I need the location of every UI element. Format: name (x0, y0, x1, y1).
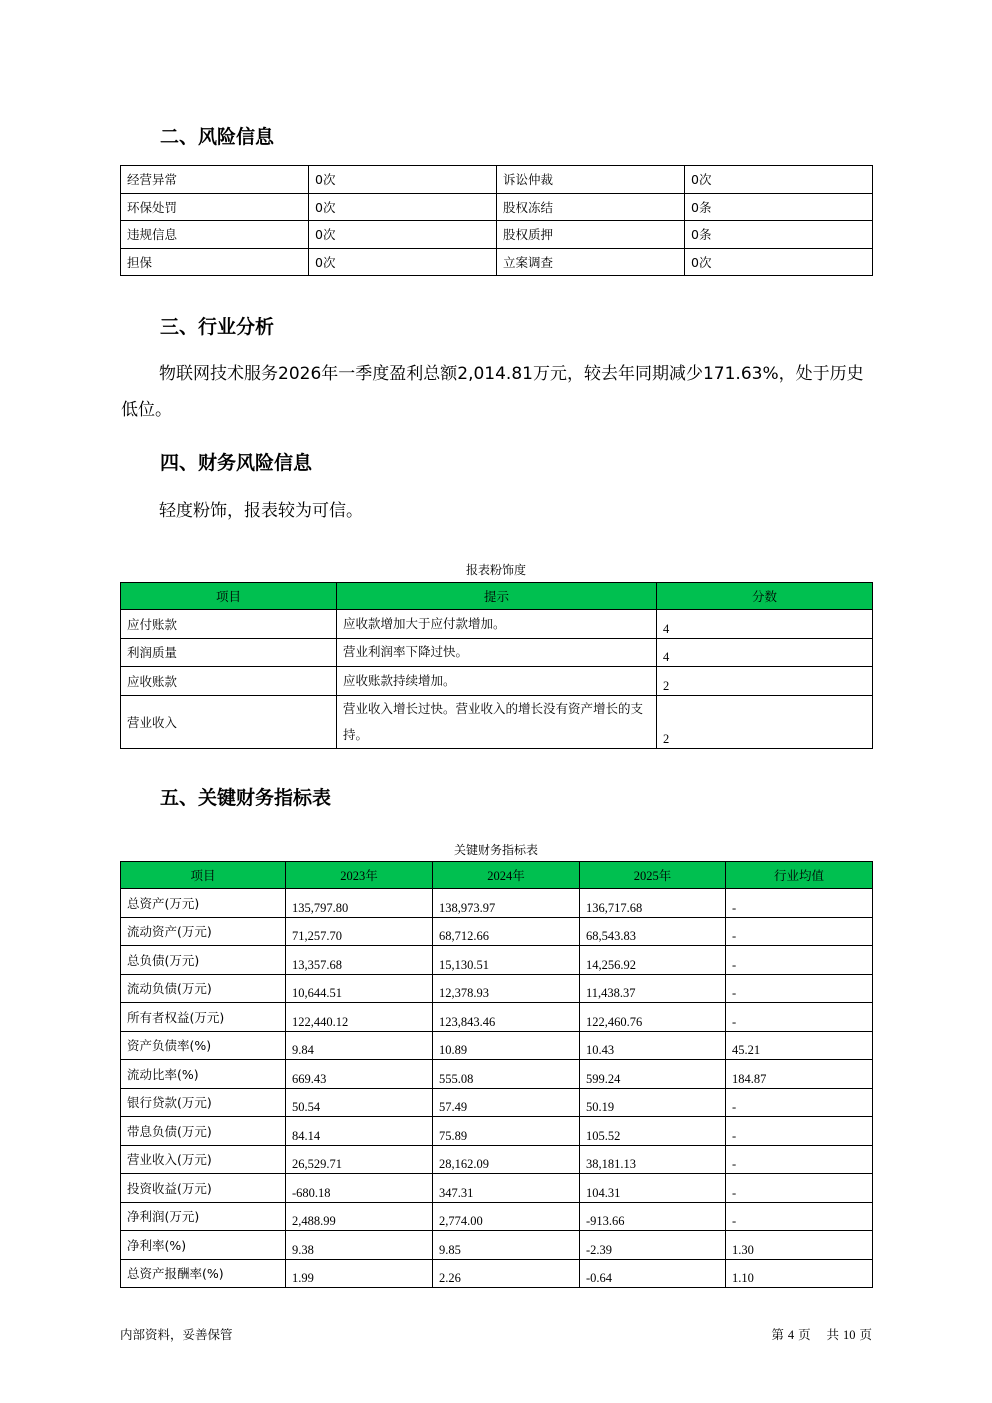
table-row (121, 1231, 873, 1260)
indicator-value-cell: 38,181.13 (580, 1145, 726, 1174)
indicator-value-cell: 136,717.68 (580, 889, 726, 918)
indicator-label-cell: 总资产报酬率(%) (121, 1259, 286, 1288)
indicator-label-cell: 净利润(万元) (121, 1202, 286, 1231)
column-header: 提示 (337, 583, 657, 610)
indicator-value-cell: 2.26 (433, 1259, 580, 1288)
section-title-risk: 二、风险信息 (160, 126, 275, 148)
risk-value-cell: 0次 (685, 166, 873, 194)
indicator-value-cell: 75.89 (433, 1117, 580, 1146)
indicator-value-cell: 669.43 (286, 1060, 433, 1089)
indicator-value-cell: -0.64 (580, 1259, 726, 1288)
risk-value-cell: 0次 (309, 221, 497, 249)
table-row (121, 1088, 873, 1117)
score-cell: 2 (657, 667, 873, 696)
table-row (121, 193, 873, 221)
indicator-label-cell: 流动资产(万元) (121, 917, 286, 946)
table-row (121, 974, 873, 1003)
indicator-value-cell: 1.30 (726, 1231, 873, 1260)
indicator-value-cell: 10,644.51 (286, 974, 433, 1003)
table-row (121, 1117, 873, 1146)
table-row (121, 248, 873, 276)
indicator-value-cell: 1.99 (286, 1259, 433, 1288)
footer-page-number: 第 4 页 共 10 页 (771, 1327, 872, 1342)
risk-value-cell: 0条 (685, 193, 873, 221)
indicator-value-cell: 12,378.93 (433, 974, 580, 1003)
indicator-value-cell: - (726, 1117, 873, 1146)
key-financials-table-caption: 关键财务指标表 (453, 843, 538, 857)
indicator-label-cell: 投资收益(万元) (121, 1174, 286, 1203)
section-title-industry: 三、行业分析 (160, 316, 275, 338)
indicator-value-cell: 57.49 (433, 1088, 580, 1117)
table-row (121, 1259, 873, 1288)
table-row (121, 889, 873, 918)
indicator-value-cell: - (726, 1088, 873, 1117)
indicator-value-cell: 10.43 (580, 1031, 726, 1060)
indicator-label-cell: 总资产(万元) (121, 889, 286, 918)
indicator-value-cell: 347.31 (433, 1174, 580, 1203)
item-cell: 利润质量 (121, 638, 337, 667)
financial-risk-text: 轻度粉饰，报表较为可信。 (159, 501, 363, 521)
table-row (121, 610, 873, 639)
hint-cell: 应收款增加大于应付款增加。 (337, 610, 657, 639)
indicator-label-cell: 资产负债率(%) (121, 1031, 286, 1060)
indicator-value-cell: - (726, 974, 873, 1003)
indicator-value-cell: 135,797.80 (286, 889, 433, 918)
indicator-label-cell: 总负债(万元) (121, 946, 286, 975)
indicator-value-cell: 68,543.83 (580, 917, 726, 946)
risk-table (120, 165, 873, 276)
indicator-value-cell: -2.39 (580, 1231, 726, 1260)
risk-label-cell: 担保 (121, 248, 309, 276)
beautification-table-caption: 报表粉饰度 (465, 563, 526, 577)
industry-analysis-text: 物联网技术服务2026年一季度盈利总额2,014.81万元，较去年同期减少171.63%，处于历史低位。 (121, 364, 864, 420)
indicator-value-cell: - (726, 1174, 873, 1203)
table-row (121, 1003, 873, 1032)
indicator-value-cell: 123,843.46 (433, 1003, 580, 1032)
indicator-value-cell: - (726, 946, 873, 975)
item-cell: 应付账款 (121, 610, 337, 639)
indicator-label-cell: 流动负债(万元) (121, 974, 286, 1003)
column-header: 2025年 (580, 862, 726, 889)
score-cell: 4 (657, 638, 873, 667)
indicator-value-cell: - (726, 917, 873, 946)
score-cell: 4 (657, 610, 873, 639)
indicator-value-cell: 9.38 (286, 1231, 433, 1260)
indicator-value-cell: 9.84 (286, 1031, 433, 1060)
indicator-value-cell: 138,973.97 (433, 889, 580, 918)
risk-label-cell: 立案调查 (497, 248, 685, 276)
key-financials-table (120, 861, 873, 1288)
indicator-value-cell: 45.21 (726, 1031, 873, 1060)
risk-value-cell: 0次 (309, 193, 497, 221)
column-header: 项目 (121, 583, 337, 610)
table-row (121, 1031, 873, 1060)
table-row (121, 1060, 873, 1089)
risk-value-cell: 0次 (685, 248, 873, 276)
item-cell: 营业收入 (121, 695, 337, 748)
indicator-value-cell: 15,130.51 (433, 946, 580, 975)
footer-confidential-note: 内部资料，妥善保管 (120, 1327, 233, 1342)
column-header: 项目 (121, 862, 286, 889)
risk-value-cell: 0条 (685, 221, 873, 249)
hint-cell: 应收账款持续增加。 (337, 667, 657, 696)
beautification-table (120, 582, 873, 749)
hint-cell: 营业利润率下降过快。 (337, 638, 657, 667)
indicator-label-cell: 净利率(%) (121, 1231, 286, 1260)
risk-label-cell: 股权冻结 (497, 193, 685, 221)
indicator-value-cell: 28,162.09 (433, 1145, 580, 1174)
indicator-label-cell: 营业收入(万元) (121, 1145, 286, 1174)
risk-label-cell: 违规信息 (121, 221, 309, 249)
indicator-value-cell: - (726, 889, 873, 918)
indicator-value-cell: 105.52 (580, 1117, 726, 1146)
indicator-value-cell: 555.08 (433, 1060, 580, 1089)
table-row (121, 695, 873, 748)
column-header: 2024年 (433, 862, 580, 889)
indicator-value-cell: 14,256.92 (580, 946, 726, 975)
table-header-row (121, 862, 873, 889)
column-header: 行业均值 (726, 862, 873, 889)
indicator-value-cell: 9.85 (433, 1231, 580, 1260)
indicator-value-cell: 11,438.37 (580, 974, 726, 1003)
table-row (121, 221, 873, 249)
score-cell: 2 (657, 695, 873, 748)
indicator-value-cell: 122,460.76 (580, 1003, 726, 1032)
indicator-value-cell: 1.10 (726, 1259, 873, 1288)
indicator-value-cell: 184.87 (726, 1060, 873, 1089)
indicator-value-cell: 122,440.12 (286, 1003, 433, 1032)
indicator-value-cell: -680.18 (286, 1174, 433, 1203)
indicator-label-cell: 银行贷款(万元) (121, 1088, 286, 1117)
table-row (121, 946, 873, 975)
table-row (121, 1145, 873, 1174)
indicator-value-cell: - (726, 1145, 873, 1174)
indicator-value-cell: 13,357.68 (286, 946, 433, 975)
section-title-key-financials: 五、关键财务指标表 (160, 787, 332, 809)
hint-cell: 营业收入增长过快。营业收入的增长没有资产增长的支持。 (337, 695, 657, 748)
risk-label-cell: 诉讼仲裁 (497, 166, 685, 194)
table-row (121, 638, 873, 667)
indicator-value-cell: 104.31 (580, 1174, 726, 1203)
risk-label-cell: 股权质押 (497, 221, 685, 249)
indicator-value-cell: - (726, 1003, 873, 1032)
indicator-label-cell: 所有者权益(万元) (121, 1003, 286, 1032)
table-row (121, 917, 873, 946)
risk-value-cell: 0次 (309, 166, 497, 194)
indicator-value-cell: - (726, 1202, 873, 1231)
risk-label-cell: 经营异常 (121, 166, 309, 194)
table-row (121, 667, 873, 696)
section-title-financial-risk: 四、财务风险信息 (160, 452, 313, 474)
risk-value-cell: 0次 (309, 248, 497, 276)
indicator-value-cell: -913.66 (580, 1202, 726, 1231)
indicator-value-cell: 2,488.99 (286, 1202, 433, 1231)
indicator-label-cell: 流动比率(%) (121, 1060, 286, 1089)
item-cell: 应收账款 (121, 667, 337, 696)
risk-label-cell: 环保处罚 (121, 193, 309, 221)
indicator-value-cell: 26,529.71 (286, 1145, 433, 1174)
indicator-value-cell: 10.89 (433, 1031, 580, 1060)
indicator-value-cell: 84.14 (286, 1117, 433, 1146)
indicator-value-cell: 71,257.70 (286, 917, 433, 946)
indicator-label-cell: 带息负债(万元) (121, 1117, 286, 1146)
indicator-value-cell: 599.24 (580, 1060, 726, 1089)
indicator-value-cell: 50.19 (580, 1088, 726, 1117)
table-row (121, 166, 873, 194)
table-row (121, 1202, 873, 1231)
indicator-value-cell: 50.54 (286, 1088, 433, 1117)
indicator-value-cell: 2,774.00 (433, 1202, 580, 1231)
column-header: 2023年 (286, 862, 433, 889)
indicator-value-cell: 68,712.66 (433, 917, 580, 946)
table-row (121, 1174, 873, 1203)
column-header: 分数 (657, 583, 873, 610)
table-header-row (121, 583, 873, 610)
